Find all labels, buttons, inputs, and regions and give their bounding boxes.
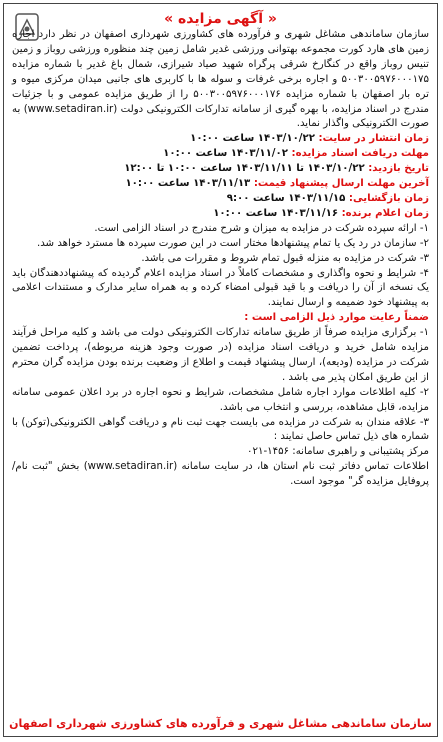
notice-heading: ضمناً رعایت موارد ذیل الزامی است : [244,312,429,324]
intro-paragraph: سازمان ساماندهی مشاغل شهری و فرآورده های کشاورزی شهرداری اصفهان در نظر دارد اجاره زمین های هارد کورت مجموعه بهتوانی ورزشی غدیر شامل زمین چند منظوره ورزشی روباز و زمین تنیس روباز واقع در کنگارخ شرقی پرگراه شهید صیاد شیرازی، شمال باغ غدیر با شماره مزایده ۵۰۰۳۰۰۵۹۷۶۰۰۰۱۷۵ و اجاره برخی غرفات و سوله ها با کاربری های جانبی میدان مرکزی میوه و تره بار اصفهان با شماره مزایده ۵۰۰۳۰۰۵۹۷۶۰۰۰۱۷۶ را از طریق مزایده عمومی و با جزئیات مندرج در اسناد مزایده، با بهره گیری از سامانه تدارکات الکترونیکی دولت (www.setadiran.ir) به صورت الکترونیکی واگذار نماید. [12,29,429,130]
date-line: زمان انتشار در سایت: ۱۴۰۳/۱۰/۲۲ ساعت ۱۰:۰۰ [190,133,429,145]
notice-item: ۲- کلیه اطلاعات موارد اجاره شامل مشخصات، شرایط و نحوه اجاره در برد اعلان عمومی سامانه مزایده، قابل مشاهده، بررسی و انتخاب می باشد. [12,386,429,413]
condition-item: ۴- شرایط و نحوه واگذاری و مشخصات کاملاً در اسناد مزایده اعلام گردیده که پیشنهاددهندگان باید یک نسخه از آن را دریافت و با قید قبولی امضاء کرده و به همراه سایر مدارک و مستندات اعلامی به پیشنهاد خود ضمیمه و ارسال نمایند. [12,267,429,309]
date-line: زمان اعلام برنده: ۱۴۰۳/۱۱/۱۶ ساعت ۱۰:۰۰ [213,207,429,219]
footer-signature: سازمان ساماندهی مشاغل شهری و فرآورده های کشاورزی شهرداری اصفهان [9,717,432,730]
dates-block [12,132,429,221]
ad-body [12,28,429,490]
notice-item: اطلاعات تماس دفاتر ثبت نام استان ها، در سایت سامانه (www.setadiran.ir) بخش "ثبت نام/پروفایل مزایده گر" موجود است. [12,461,429,488]
condition-item: ۱- ارائه سپرده شرکت در مزایده به میزان و شرح مندرج در اسناد الزامی است. [94,222,429,234]
date-line: آخرین مهلت ارسال پیشنهاد قیمت: ۱۴۰۳/۱۱/۱۳ ساعت ۱۰:۰۰ [125,178,429,190]
date-line: زمان بازگشایی: ۱۴۰۳/۱۱/۱۵ ساعت ۹:۰۰ [226,192,429,204]
ad-title: « آگهی مزایده » [164,11,277,27]
notice-item: ۳- علاقه مندان به شرکت در مزایده می بایست جهت ثبت نام و دریافت گواهی الکترونیکی(توکن) با شماره های ذیل تماس حاصل نمایند : [12,416,429,443]
notices-list [12,326,429,490]
ad-frame [3,3,438,737]
condition-item: ۳- شرکت در مزایده به منزله قبول تمام شروط و مقررات می باشد. [141,252,429,264]
notice-item: مرکز پشتیبانی و راهبری سامانه: ۱۴۵۶-۰۲۱ [247,446,429,458]
date-line: تاریخ بازدید: ۱۴۰۳/۱۰/۲۲ تا ۱۴۰۳/۱۱/۱۱ ساعت ۱۰:۰۰ تا ۱۲:۰۰ [124,163,429,175]
condition-item: ۲- سازمان در رد یک یا تمام پیشنهادها مختار است در این صورت سپرده ها مسترد خواهد شد. [36,237,429,249]
date-line: مهلت دریافت اسناد مزایده: ۱۴۰۳/۱۱/۰۲ ساعت ۱۰:۰۰ [163,148,429,160]
notice-item: ۱- برگزاری مزایده صرفاً از طریق سامانه تدارکات الکترونیکی دولت می باشد و کلیه مراحل فرآیند مزایده شامل خرید و دریافت اسناد مزایده (در صورت وجود هزینه مربوطه)، پرداخت تضمین شرکت در مزایده (ودیعه)، ارسال پیشنهاد قیمت و اطلاع از وضعیت برنده بودن مزایده گران محترم از این طریق امکان پذیر می باشد . [12,327,429,383]
conditions-list [12,222,429,311]
